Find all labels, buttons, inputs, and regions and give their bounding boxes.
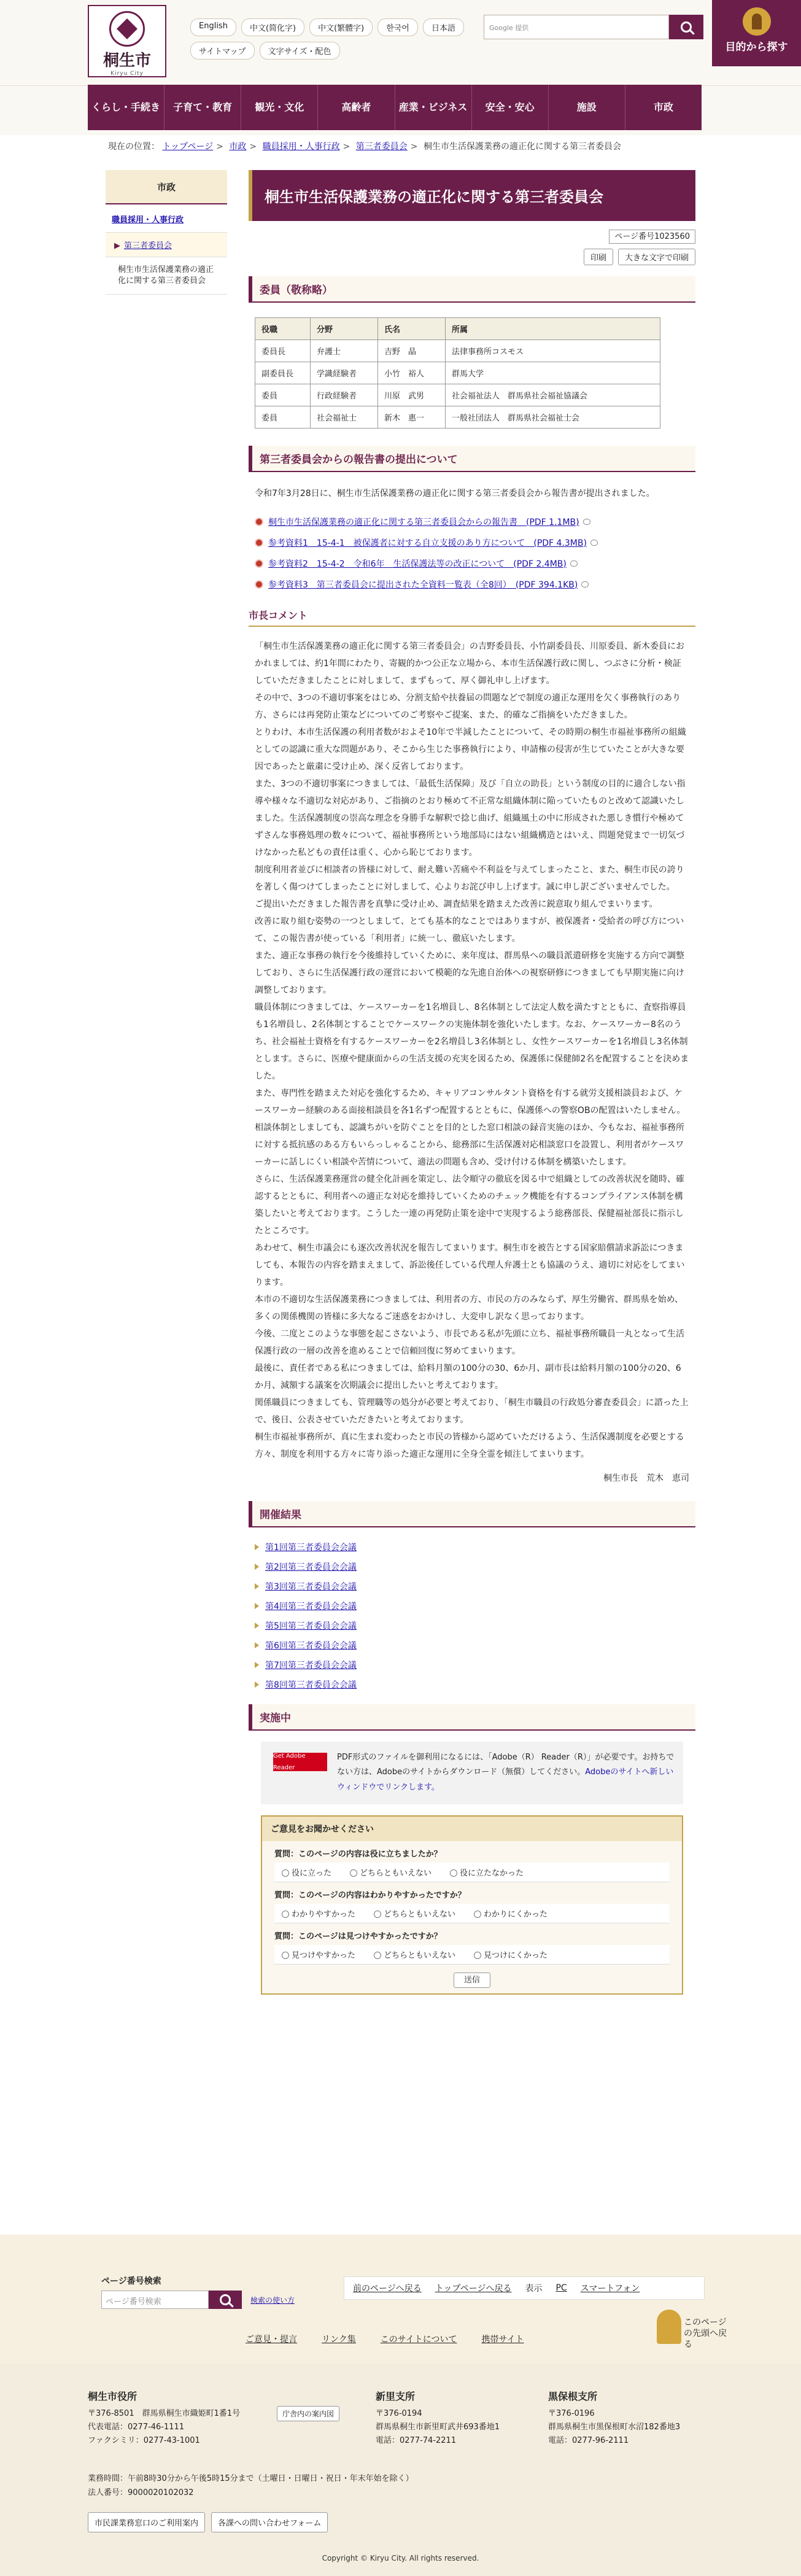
arrow-icon bbox=[255, 1623, 259, 1629]
page-title: 桐生市生活保護業務の適正化に関する第三者委員会 bbox=[249, 170, 695, 221]
main-content bbox=[249, 170, 695, 1995]
pdf-icon bbox=[255, 559, 263, 568]
page-navigation-bar bbox=[344, 2276, 705, 2300]
office-name: 桐生市役所 bbox=[88, 2391, 137, 2402]
col-field: 分野 bbox=[311, 318, 378, 340]
comment-paragraph: 相談体制としましても、認識ちがいを防ぐことを目的とした窓口相談の録音実施のほか、今もなお、福祉事務所に対する抵抗感のある方もいらっしゃることから、総務部に生活保護対応相談窓口を設置し、利用者がケースワーカーに話しにくい相談や苦情について、適法の問題も含め、受け付ける体制を構築いたします。 bbox=[255, 1122, 684, 1167]
comment-paragraph: また、3つの不適切事案につきましては、「最低生活保障」及び「自立の助長」という制度の目的に適合しない指導や様々な不適切な対応があり、ご指摘のとおり極めて不正常な組織体制に陥っていたものと改めて認識いたしました。生活保護制度の崇高な理念を身勝手な解釈で捻じ曲げ、組織風土の中に形成された悪しき慣行や極めてずさんな事務処理の数々について、福祉事務所という地部局にはない組織構造とはいえ、問題発覚まで一切気づけなかった私どもの責任は重く、心から恥じております。 bbox=[255, 778, 686, 858]
document-link-report[interactable]: 桐生市生活保護業務の適正化に関する第三者委員会からの報告書 (PDF 1.1MB) bbox=[268, 517, 579, 527]
answer-option[interactable] bbox=[282, 1907, 355, 1919]
arrow-icon bbox=[255, 1544, 259, 1550]
page-number-text: ページ番号1023560 bbox=[609, 230, 695, 244]
list-item bbox=[255, 578, 689, 591]
breadcrumb-sep: > bbox=[342, 142, 350, 152]
meeting-link-3[interactable]: 第3回第三者委員会会議 bbox=[265, 1581, 357, 1592]
table-header-row bbox=[255, 318, 660, 340]
display-pc-link[interactable]: PC bbox=[555, 2283, 567, 2293]
submit-button[interactable]: 送信 bbox=[454, 1973, 490, 1988]
meeting-link-4[interactable]: 第4回第三者委員会会議 bbox=[265, 1601, 357, 1612]
back-to-previous-link[interactable]: 前のページへ戻る bbox=[353, 2284, 422, 2294]
mayor-comment bbox=[255, 638, 689, 1463]
page-number bbox=[249, 230, 695, 241]
comment-paragraph: 「桐生市生活保護業務の適正化に関する第三者委員会」の吉野委員長、小竹副委員長、川原委員、新木委員におかれましては、約1年間にわたり、寄観的かつ公正な立場から、本市生活保護行政に関し、つぶさに分析・検証していただきましたことに対しまして、まずもって、厚く御礼申し上げます。 bbox=[255, 641, 684, 686]
feedback-form bbox=[261, 1815, 683, 1995]
print-button[interactable]: 印刷 bbox=[584, 249, 613, 265]
meeting-link-6[interactable]: 第6回第三者委員会会議 bbox=[265, 1640, 357, 1651]
list-item bbox=[255, 1678, 689, 1691]
survey-question-1 bbox=[274, 1847, 670, 1882]
language-selector bbox=[190, 18, 464, 36]
nav-anzen[interactable]: 安全・安心 bbox=[472, 85, 549, 130]
office-cityhall bbox=[88, 2388, 240, 2448]
survey-question-2 bbox=[274, 1888, 670, 1923]
comment-paragraph: 職員体制につきましては、ケースワーカーを1名増員し、8名体制として法定人数を満たすとともに、査察指導員も1名増員し、2名体制とすることでケースワークの実施体制を強化いたします。なお、ケースワーカー8名のうち、社会福祉士資格を有するケースワーカーを2名増員し3名体制とし、女性ケースワーカーを1名増員し3名体制とします。さらに、医療や健康面からの生活支援の充実を図るため、保護係に保健師2名を配置することを決めました。 bbox=[255, 1002, 689, 1081]
arrow-icon bbox=[255, 1583, 259, 1589]
new-window-icon bbox=[570, 561, 578, 567]
adobe-reader-badge[interactable]: Get Adobe Reader bbox=[273, 1753, 327, 1771]
col-position: 役職 bbox=[255, 318, 311, 340]
contact-heading: 実施中 bbox=[249, 1704, 695, 1731]
display-smartphone-link[interactable]: スマートフォン bbox=[580, 2284, 640, 2294]
display-label: 表示 bbox=[525, 2284, 543, 2294]
meeting-link-5[interactable]: 第5回第三者委員会会議 bbox=[265, 1621, 357, 1631]
page-number-search-label: ページ番号検索 bbox=[101, 2276, 161, 2286]
radio-icon[interactable] bbox=[282, 1952, 289, 1959]
radio-icon[interactable] bbox=[474, 1911, 481, 1918]
list-item bbox=[255, 1580, 689, 1593]
radio-icon[interactable] bbox=[374, 1911, 381, 1918]
comment-paragraph: 最後に、責任者である私につきましては、給料月額の100分の30、6か月、副市長は給料月額の100分の20、6か月、減額する議案を次期議会に提出したいと考えております。 bbox=[255, 1363, 681, 1391]
site-header bbox=[0, 0, 801, 86]
table-cell: 弁護士 bbox=[311, 340, 378, 362]
global-nav bbox=[88, 85, 702, 130]
report-text: 令和7年3月28日に、桐生市生活保護業務の適正化に関する第三者委員会から報告書が提出されました。 bbox=[255, 489, 655, 499]
back-to-page-top-label: このページの先頭へ戻る bbox=[684, 2318, 727, 2350]
arrow-icon bbox=[255, 1603, 259, 1609]
list-item bbox=[255, 557, 689, 570]
list-item bbox=[255, 1639, 689, 1651]
table-cell: 小竹 裕人 bbox=[378, 362, 446, 384]
adobe-text: PDF形式のファイルを御利用になるには、「Adobe（R） Reader（R）」が必要です。お持ちでない方は、Adobeのサイトからダウンロード（無償）してください。 bbox=[337, 1752, 675, 1777]
list-item bbox=[255, 537, 689, 549]
nav-shisei[interactable]: 市政 bbox=[625, 85, 702, 130]
lang-korean[interactable]: 한국어 bbox=[377, 18, 418, 36]
office-kurohone bbox=[548, 2388, 680, 2448]
document-list bbox=[255, 516, 689, 591]
comment-paragraph: とりわけ、本市生活保護の利用者数がおよそ10年で半減したことについて、その時期の桐生市福祉事務所の組織としての認識に重大な問題があり、そこから生じた事務執行により、申請権の侵害が生じていたことが大きな要因であったと厳粛に受け止め、深く反省しております。 bbox=[255, 727, 686, 772]
breadcrumb-sep: > bbox=[216, 142, 223, 152]
adobe-link[interactable]: Adobeのサイトへ新しいウィンドウでリンクします。 bbox=[337, 1767, 674, 1792]
office-line: 〒376-0196 bbox=[548, 2409, 595, 2419]
feedback-heading: ご意見をお聞かせください bbox=[262, 1817, 682, 1841]
back-to-top-page-link[interactable]: トップページへ戻る bbox=[435, 2284, 512, 2294]
office-name: 黒保根支所 bbox=[548, 2391, 598, 2402]
answer-option[interactable] bbox=[374, 1907, 455, 1919]
meeting-link-8[interactable]: 第8回第三者委員会会議 bbox=[265, 1680, 357, 1690]
footer-buttons bbox=[88, 2512, 328, 2532]
local-nav-item-saiyo bbox=[106, 204, 227, 233]
pdf-icon bbox=[255, 538, 263, 547]
comment-paragraph: その中で、3つの不適切事案をはじめ、分割支給や扶養届の問題などで制度の適正な運用を欠く事務執行のあり方、さらには再発防止策などについてのご考察やご提案、また、的確なご指摘をいただきました。 bbox=[255, 692, 681, 720]
city-emblem-icon bbox=[109, 11, 145, 47]
meetings-heading: 開催結果 bbox=[249, 1501, 695, 1527]
comment-paragraph: 改善に取り組む姿勢の一つとしまして、とても基本的なことではありますが、被保護者・受給者の呼び方について、この報告書が使っている「利用者」に統一し、徹底いたします。 bbox=[255, 916, 684, 944]
table-cell: 学識経験者 bbox=[311, 362, 378, 384]
table-cell: 法律事務所コスモス bbox=[446, 340, 660, 362]
question-text: 質問：このページの内容は役に立ちましたか？ bbox=[274, 1849, 442, 1859]
answer-label: わかりやすかった bbox=[292, 1909, 356, 1919]
comment-paragraph: また、適正な事務の執行を今後維持していくために、来年度は、群馬県への職員派遣研修を実施する方向で調整しており、さらに生活保護行政の運営において模範的な先進自治体への視察研修につきましても早期実施に向け調整しております。 bbox=[255, 950, 684, 995]
meetings-list bbox=[255, 1541, 689, 1691]
office-line: 群馬県桐生市黒保根町水沼182番地3 bbox=[548, 2423, 681, 2432]
table-cell: 行政経験者 bbox=[311, 384, 378, 406]
breadcrumb-sep: > bbox=[249, 142, 257, 152]
answer-option[interactable] bbox=[450, 1866, 524, 1878]
search-button[interactable] bbox=[669, 15, 703, 39]
breadcrumb-lead: 現在の位置： bbox=[108, 142, 160, 152]
answer-option[interactable] bbox=[282, 1949, 355, 1960]
radio-icon[interactable] bbox=[350, 1869, 357, 1877]
comment-paragraph: 桐生市福祉事務所が、真に生まれ変わったと市民の皆様から認めていただけるよう、生活保護制度を必要とする方々、制度を利用する方々に寄り添った適正な運用に全身全霊を傾注してまいります。 bbox=[255, 1432, 684, 1459]
comment-paragraph: 制度利用者並びに相談者の皆様に対して、耐え難い苦痛や不利益を与えてしまったこと、また、桐生市民の誇りを著しく傷つけてしまったことに対しまして、心よりお詫び申し上げます。誠に申し訳ございませんでした。 bbox=[255, 864, 684, 892]
answer-options bbox=[274, 1863, 670, 1882]
answer-option[interactable] bbox=[474, 1907, 548, 1919]
office-line: 電話：0277-74-2211 bbox=[376, 2436, 457, 2446]
local-nav bbox=[106, 170, 227, 295]
floor-guide-button[interactable]: 庁舎内の案内図 bbox=[277, 2406, 339, 2421]
search-icon bbox=[220, 2294, 231, 2305]
footer-links bbox=[246, 2333, 524, 2345]
citizen-window-guide-button[interactable]: 市民課業務窓口のご利用案内 bbox=[88, 2512, 205, 2532]
lang-japanese[interactable]: 日本語 bbox=[423, 18, 464, 36]
mascot-icon bbox=[743, 7, 771, 36]
report-heading: 第三者委員会からの報告書の提出について bbox=[249, 446, 695, 472]
nav-koreisha[interactable]: 高齢者 bbox=[318, 85, 395, 130]
mayor-comment-heading: 市長コメント bbox=[249, 604, 695, 627]
meeting-link-7[interactable]: 第7回第三者委員会会議 bbox=[265, 1660, 357, 1670]
table-cell: 社会福祉士 bbox=[311, 406, 378, 429]
table-row bbox=[255, 406, 660, 429]
page-number-search-row bbox=[101, 2291, 295, 2309]
local-nav-head: 市政 bbox=[106, 170, 227, 204]
mayor-signature: 桐生市長 荒木 恵司 bbox=[603, 1473, 689, 1483]
arrow-icon bbox=[255, 1642, 259, 1648]
col-affiliation: 所属 bbox=[446, 318, 660, 340]
table-cell: 吉野 晶 bbox=[378, 340, 446, 362]
answer-options bbox=[274, 1904, 670, 1923]
lang-english[interactable]: English bbox=[190, 18, 236, 36]
table-cell: 一般社団法人 群馬県社会福祉士会 bbox=[446, 406, 660, 429]
nav-shisetsu[interactable]: 施設 bbox=[549, 85, 625, 130]
answer-label: 役に立った bbox=[292, 1868, 332, 1878]
list-item bbox=[255, 516, 689, 528]
radio-icon[interactable] bbox=[450, 1869, 457, 1877]
office-line: 〒376-0194 bbox=[376, 2409, 422, 2419]
table-cell: 委員 bbox=[255, 406, 311, 429]
inquiry-form-button[interactable]: 各課への問い合わせフォーム bbox=[211, 2512, 328, 2532]
comment-paragraph: さらに、生活保護業務運営の健全化計画を策定し、法令順守の徹底を図る中で組織としての改善状況を随時、確認するとともに、利用者への適正な対応を維持していくためのチェック機能を有するコンプライアンス体制を構築したいと考えております。こうした一連の再発防止策を途中で実現するよう総務部長、保健福祉部長に指示したところです。 bbox=[255, 1174, 684, 1236]
lang-chinese-simplified[interactable]: 中文(简化字) bbox=[241, 18, 304, 36]
lang-chinese-traditional[interactable]: 中文(繁體字) bbox=[309, 18, 373, 36]
breadcrumb-shisei[interactable]: 市政 bbox=[229, 142, 247, 152]
new-window-icon bbox=[581, 581, 589, 588]
comment-paragraph: 今後、二度とこのような事態を起こさないよう、市長である私が先頭に立ち、福祉事務所職員一丸となって生活保護行政の一層の改善を進めることで信頼回復に努めてまいります。 bbox=[255, 1329, 684, 1356]
footer-link-links[interactable]: リンク集 bbox=[322, 2335, 356, 2345]
radio-icon[interactable] bbox=[374, 1952, 381, 1959]
bullet-icon: ▶ bbox=[114, 241, 120, 250]
table-cell: 委員長 bbox=[255, 340, 311, 362]
breadcrumb-top[interactable]: トップページ bbox=[162, 142, 214, 152]
answer-label: 見つけにくかった bbox=[484, 1950, 548, 1960]
office-name: 新里支所 bbox=[376, 2391, 416, 2402]
answer-option[interactable] bbox=[350, 1866, 431, 1878]
breadcrumb-iinkai[interactable]: 第三者委員会 bbox=[355, 142, 408, 152]
office-line: 電話：0277-96-2111 bbox=[548, 2436, 629, 2446]
breadcrumb-saiyo[interactable]: 職員採用・人事行政 bbox=[262, 142, 340, 152]
page-number-search-button[interactable] bbox=[209, 2291, 242, 2309]
pdf-icon bbox=[255, 580, 263, 589]
purpose-search-button[interactable] bbox=[712, 0, 801, 66]
table-cell: 新木 惠一 bbox=[378, 406, 446, 429]
breadcrumb-sep: > bbox=[410, 142, 418, 152]
question-text: 質問：このページの内容はわかりやすかったですか？ bbox=[274, 1890, 466, 1900]
document-link-ref3[interactable]: 参考資料3 第三者委員会に提出された全資料一覧表（全8回） (PDF 394.1KB) bbox=[268, 580, 578, 590]
list-item bbox=[255, 1541, 689, 1553]
back-to-page-top-button[interactable] bbox=[657, 2308, 733, 2349]
font-size-color-link[interactable]: 文字サイズ・配色 bbox=[260, 42, 340, 60]
breadcrumb bbox=[108, 140, 621, 152]
hours-text: 業務時間：午前8時30分から午後5時15分まで（土曜日・日曜日・祝日・年末年始を除く） bbox=[88, 2474, 414, 2483]
page-number-input[interactable]: ページ番号検索 bbox=[101, 2291, 209, 2309]
answer-label: わかりにくかった bbox=[484, 1909, 548, 1919]
local-nav-item-iinkai bbox=[106, 233, 227, 257]
comment-paragraph: また、専門性を踏まえた対応を強化するため、キャリアコンサルタント資格を有する就労支援相談員および、ケースワーカー経験のある面接相談員を各1名ずつ配置するとともに、保護係への警察OBの配置はいたしません。 bbox=[255, 1088, 686, 1115]
pdf-icon bbox=[255, 518, 263, 526]
submit-row bbox=[262, 1973, 682, 1985]
local-nav-current: 桐生市生活保護業務の適正化に関する第三者委員会 bbox=[106, 257, 227, 295]
local-nav-link-saiyo[interactable]: 職員採用・人事行政 bbox=[112, 215, 184, 225]
sitemap-link[interactable]: サイトマップ bbox=[190, 42, 255, 60]
members-table bbox=[255, 317, 660, 429]
question-text: 質問：このページは見つけやすかったですか？ bbox=[274, 1931, 442, 1941]
nav-sangyo[interactable]: 産業・ビジネス bbox=[395, 85, 472, 130]
answer-option[interactable] bbox=[474, 1949, 548, 1960]
search-input[interactable]: Google 提供 bbox=[484, 15, 669, 39]
office-line: 代表電話：0277-46-1111 bbox=[88, 2423, 185, 2432]
list-item bbox=[255, 1620, 689, 1632]
footer-link-opinion[interactable]: ご意見・提言 bbox=[246, 2335, 297, 2345]
meeting-link-1[interactable]: 第1回第三者委員会会議 bbox=[265, 1542, 357, 1553]
new-window-icon bbox=[583, 519, 590, 525]
search-icon bbox=[681, 21, 692, 33]
answer-option[interactable] bbox=[374, 1949, 455, 1960]
answer-label: どちらともいえない bbox=[360, 1868, 432, 1878]
new-window-icon bbox=[590, 540, 598, 546]
local-nav-link-iinkai[interactable]: 第三者委員会 bbox=[124, 241, 172, 250]
search-help-link[interactable]: 検索の使い方 bbox=[250, 2295, 295, 2305]
arrow-icon bbox=[255, 1662, 259, 1668]
print-buttons bbox=[249, 249, 695, 265]
footer-link-mobile[interactable]: 携帯サイト bbox=[481, 2335, 524, 2345]
col-name: 氏名 bbox=[378, 318, 446, 340]
table-row bbox=[255, 340, 660, 362]
document-link-ref2[interactable]: 参考資料2 15-4-2 令和6年 生活保護法等の改正について (PDF 2.4MB) bbox=[268, 559, 567, 569]
mascot-icon bbox=[657, 2310, 681, 2344]
purpose-label: 目的から探す bbox=[725, 41, 788, 53]
radio-icon[interactable] bbox=[282, 1911, 289, 1918]
comment-paragraph: 本市の不適切な生活保護業務につきましては、利用者の方、市民の方のみならず、厚生労働省、群馬県を始め、多くの関係機関の皆様に多大なるご迷惑をおかけし、大変申し訳なく思っております。 bbox=[255, 1294, 684, 1322]
office-niisato bbox=[376, 2388, 500, 2448]
table-row bbox=[255, 384, 660, 406]
arrow-icon bbox=[255, 1564, 259, 1570]
nav-kosodate[interactable]: 子育て・教育 bbox=[164, 85, 241, 130]
table-cell: 社会福祉法人 群馬県社会福祉協議会 bbox=[446, 384, 660, 406]
copyright: Copyright © Kiryu City. All rights reserved. bbox=[322, 2554, 479, 2562]
logo-sub: Kiryu City bbox=[110, 71, 144, 77]
business-hours bbox=[88, 2472, 414, 2500]
table-cell: 副委員長 bbox=[255, 362, 311, 384]
list-item bbox=[255, 1561, 689, 1573]
comment-paragraph: 関係職員につきましても、管理職等の処分が必要と考えており、「桐生市職員の行政処分審査委員会」に諮った上で、後日、公表させていただきたいと考えております。 bbox=[255, 1397, 689, 1425]
site-logo[interactable] bbox=[88, 5, 166, 77]
answer-label: 役に立たなかった bbox=[460, 1868, 524, 1878]
table-row bbox=[255, 362, 660, 384]
answer-label: どちらともいえない bbox=[384, 1950, 456, 1960]
print-large-button[interactable]: 大きな文字で印刷 bbox=[618, 249, 695, 265]
radio-icon[interactable] bbox=[474, 1952, 481, 1959]
office-line: 〒376-8501 群馬県桐生市織姫町1番1号 bbox=[88, 2409, 241, 2419]
footer-link-about[interactable]: このサイトについて bbox=[380, 2335, 457, 2345]
nav-kanko[interactable]: 観光・文化 bbox=[241, 85, 318, 130]
site-search bbox=[484, 15, 703, 39]
answer-label: 見つけやすかった bbox=[292, 1950, 356, 1960]
breadcrumb-current: 桐生市生活保護業務の適正化に関する第三者委員会 bbox=[423, 142, 621, 152]
logo-name: 桐生市 bbox=[103, 52, 151, 70]
office-line: 群馬県桐生市新里町武井693番地1 bbox=[376, 2423, 500, 2432]
office-line: ファクシミリ：0277-43-1001 bbox=[88, 2436, 200, 2446]
nav-kurashi[interactable]: くらし・手続き bbox=[88, 85, 164, 130]
table-cell: 川原 武男 bbox=[378, 384, 446, 406]
answer-label: どちらともいえない bbox=[384, 1909, 456, 1919]
table-cell: 群馬大学 bbox=[446, 362, 660, 384]
meeting-link-2[interactable]: 第2回第三者委員会会議 bbox=[265, 1562, 357, 1572]
answer-option[interactable] bbox=[282, 1866, 331, 1878]
survey-question-3 bbox=[274, 1930, 670, 1965]
answer-options bbox=[274, 1945, 670, 1965]
corporate-number: 法人番号：9000020102032 bbox=[88, 2488, 194, 2498]
members-heading: 委員（敬称略） bbox=[249, 276, 695, 303]
document-link-ref1[interactable]: 参考資料1 15-4-1 被保護者に対する自立支援のあり方について (PDF 4.3MB) bbox=[268, 538, 587, 548]
comment-paragraph: あわせて、桐生市議会にも逐次改善状況を報告してまいります。桐生市を被告とする国家賠償請求訴訟につきましても、本報告の内容を踏まえまして、訴訟後任している代理人弁護士とも協議のうえ、適切に対応をしてまいります。 bbox=[255, 1243, 685, 1287]
radio-icon[interactable] bbox=[282, 1869, 289, 1877]
list-item bbox=[255, 1600, 689, 1612]
comment-paragraph: ご提出いただきました報告書を真摯に受け止め、調査結果を踏まえた改善に鋭意取り組んでまいります。 bbox=[255, 899, 658, 909]
utility-links bbox=[190, 42, 340, 60]
list-item bbox=[255, 1659, 689, 1671]
adobe-notice bbox=[261, 1742, 683, 1804]
table-cell: 委員 bbox=[255, 384, 311, 406]
page-number-search bbox=[101, 2275, 295, 2309]
arrow-icon bbox=[255, 1682, 259, 1688]
